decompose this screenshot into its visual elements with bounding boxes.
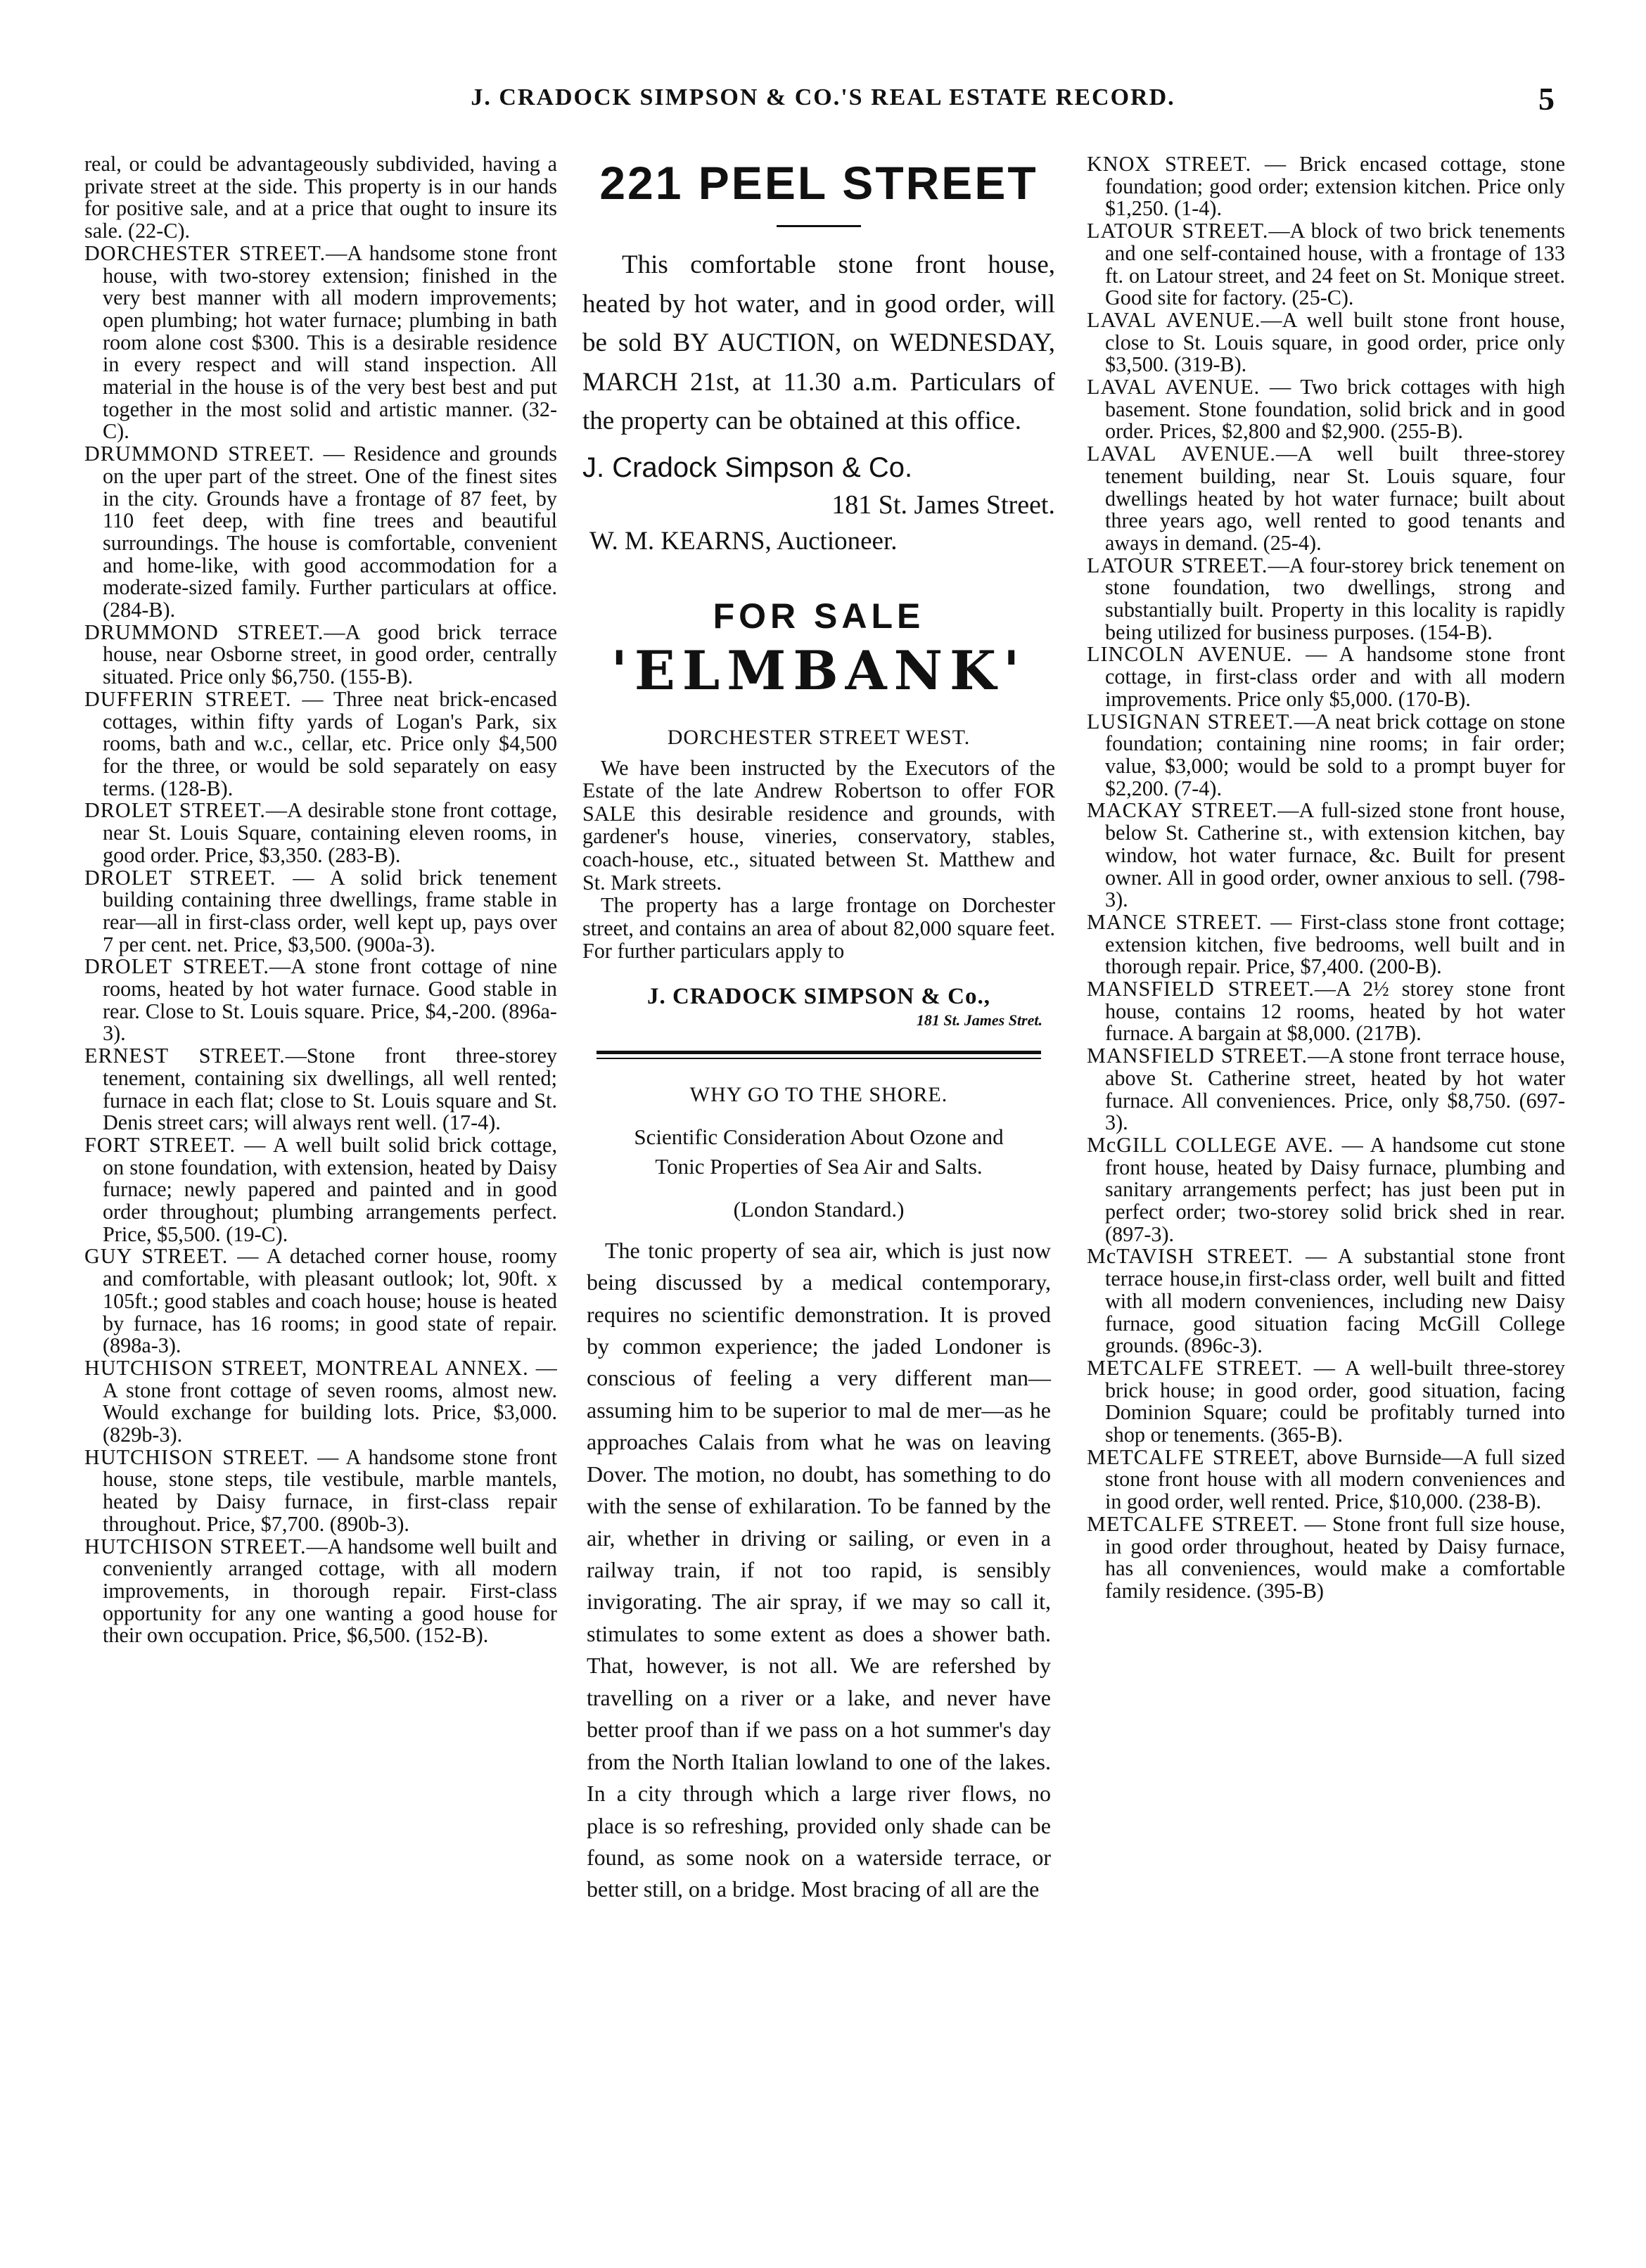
listing-entry — [84, 153, 557, 243]
listing-entry — [84, 1536, 557, 1648]
listing-entry — [1087, 978, 1565, 1045]
listing-text: —A full-sized stone front house, below St. Catherine st., with extension kitchen, bay window, hot water furnace, &c. Built for present owner. All in good order, owner anxious to sell. (798-3). — [1105, 798, 1565, 912]
listing-street: DROLET STREET. — [84, 954, 269, 979]
running-head — [0, 81, 1646, 127]
listing-street: DORCHESTER STREET. — [84, 241, 326, 265]
listing-street: HUTCHISON STREET. — [84, 1444, 310, 1469]
listing-street: GUY STREET. — [84, 1244, 229, 1269]
sale-body-1: We have been instructed by the Executors of the Estate of the late Andrew Robertson to offer FOR SALE this desirable residence and grounds, with gardener's house, vineries, conservatory, stables, coach-house, etc., situated between St. Matthew and St. Mark streets. — [582, 755, 1055, 895]
listing-street: McTAVISH STREET. — [1087, 1244, 1294, 1269]
listing-entry — [1087, 555, 1565, 644]
listing-street: HUTCHISON STREET, MONTREAL ANNEX. — [84, 1355, 529, 1380]
listing-text: — Stone front full size house, in good order throughout, heated by Daisy furnace, has all conveniences, would make a comfortable family residence. (395-B) — [1105, 1511, 1565, 1603]
listing-entry — [84, 1357, 557, 1447]
listing-street: DRUMMOND STREET. — [84, 442, 315, 466]
article-body: The tonic property of sea air, which is just now being discussed by a medical contemporary, requires no scientific demonstration. It is proved by common experience; the jaded Londoner is conscious of feeling a very different man—assuming him to be superior to mal de mer—as he approaches Calais from what he was on leaving Dover. The motion, no doubt, has something to do with the sense of exhilaration. To be fanned by the air, whether in driving or sailing, or even in a railway train, if not too rapid, is sensibly invigorating. The air spray, if we may so call it, stimulates to some extent as does a shower bath. That, however, is not all. We are refershed by travelling on a river or a lake, and never have better proof than if we pass on a hot summer's day from the North Italian lowland to one of the lakes. In a city through which a large river flows, no place is so refreshing, provided only shade can be found, as some nook on a waterside terrace, or better still, on a bridge. Most bracing of all are the — [587, 1237, 1051, 1902]
listing-entry — [1087, 1134, 1565, 1246]
listing-text: — Brick encased cottage, stone foundation; good order; extension kitchen. Price only $1,250. (1-4). — [1105, 153, 1565, 221]
listing-text: — A handsome stone front cottage, in first-class order and with all modern improvements. Price only $5,000. (170-B). — [1105, 642, 1565, 711]
running-title: J. CRADOCK SIMPSON & CO.'S REAL ESTATE RECORD. — [471, 84, 1175, 110]
listing-text: —A handsome stone front house, with two-storey extension; finished in the very best manner with all modern improvements; open plumbing; hot water furnace; plumbing in bath room alone cost $300. This is a desirable residence in every respect and will stand inspection. All material in the house is of the very best best and put together in the most solid and artistic manner. (32-C). — [103, 241, 557, 444]
listing-street: METCALFE STREET. — [1087, 1355, 1303, 1380]
listing-entry — [84, 1134, 557, 1246]
for-sale-heading: FOR SALE — [713, 596, 925, 636]
listing-entry — [84, 1444, 557, 1536]
listing-street: LAVAL AVENUE. — [1087, 375, 1261, 399]
listing-text: — A substantial stone front terrace house,in first-class order, well built and fitted with all modern conveniences, including new Daisy furnace, good situation facing McGill College grounds. (896c-3). — [1105, 1244, 1565, 1358]
listing-entry — [84, 1245, 557, 1357]
listing-entry — [84, 1045, 557, 1134]
property-location: DORCHESTER STREET WEST. — [667, 725, 971, 749]
sale-ad — [582, 596, 1055, 1030]
listing-text: —A desirable stone front cottage, near St. Louis Square, containing eleven rooms, in good order. Price, $3,350. (283-B). — [103, 798, 557, 867]
article — [582, 1083, 1055, 1906]
listing-text: real, or could be advantageously subdivided, having a private street at the side. This property is in our hands for positive sale, and at a price that ought to insure its sale. (22-C). — [84, 153, 557, 243]
listing-text: —Stone front three-storey tenement, containing six dwellings, all well rented; furnace in each flat; close to St. Louis square and St. Denis street cars; will always rent well. (17-4). — [103, 1044, 557, 1135]
auction-ad — [582, 156, 1055, 556]
listing-text: — A well-built three-storey brick house; in good order, good situation, facing Dominion Square; could be profitably turned into shop or tenements. (365-B). — [1105, 1355, 1565, 1447]
listing-entry — [84, 956, 557, 1045]
listing-text: —A 2½ storey stone front house, contains 12 rooms, heated by hot water furnace. A bargain at $8,000. (217B). — [1105, 977, 1565, 1046]
listing-text: —A four-storey brick tenement on stone foundation, two dwellings, strong and substantially built. Property in this locality is rapidly being utilized for business purposes. (154-B). — [1105, 553, 1565, 644]
sale-body-2: The property has a large frontage on Dorchester street, and contains an area of about 82,000 square feet. For further particulars apply to — [582, 893, 1055, 963]
listing-entry — [84, 867, 557, 956]
listing-street: KNOX STREET. — [1087, 153, 1252, 176]
listing-entry — [1087, 309, 1565, 376]
listing-text: — Residence and grounds on the uper part of the street. One of the finest sites in the city. Grounds have a frontage of 87 feet, by 110 feet deep, with fine trees and beautiful surroundings. The house is comfortable, convenient and home-like, with good accommodation for a moderate-sized family. Further particulars at office. (284-B). — [103, 442, 557, 622]
listing-text: —A stone front terrace house, above St. Catherine street, heated by hot water furnace. All conveniences. Price, only $8,750. (697-3). — [1105, 1044, 1565, 1135]
listing-text: — A solid brick tenement building containing three dwellings, frame stable in rear—all in first-class order, well kept up, pays over 7 per cent. net. Price, $3,500. (900a-3). — [103, 865, 557, 956]
article-source: (London Standard.) — [733, 1196, 905, 1222]
listing-text: —A neat brick cottage on stone foundation; containing nine rooms; in fair order; value, $3,000; would be sold to a prompt buyer for $2,200. (7-4). — [1105, 709, 1565, 800]
listing-entry — [84, 800, 557, 866]
listing-street: LINCOLN AVENUE. — [1087, 642, 1293, 667]
listing-text: — Two brick cottages with high basement. Stone foundation, solid brick and in good order. Prices, $2,800 and $2,900. (255-B). — [1105, 375, 1565, 444]
listing-street: METCALFE STREET, — [1087, 1444, 1299, 1469]
listing-street: LAVAL AVENUE. — [1087, 442, 1276, 466]
listing-text: —A well built three-storey tenement building, near St. Louis square, four dwellings heated by hot water furnace; built about three years ago, well rented to good tenants and aways in demand. (25-4). — [1105, 442, 1565, 555]
listing-street: FORT STREET. — [84, 1132, 236, 1157]
listing-text: —A block of two brick tenements and one self-contained house, with a frontage of 133 ft. on Latour street, and 24 feet on St. Monique street. Good site for factory. (25-C). — [1105, 219, 1565, 310]
listing-street: LATOUR STREET. — [1087, 553, 1268, 577]
article-title: WHY GO TO THE SHORE. — [689, 1082, 948, 1106]
listing-street: MANCE STREET. — [1087, 909, 1263, 934]
listing-street: MANSFIELD STREET. — [1087, 1044, 1308, 1068]
listing-entry — [1087, 443, 1565, 555]
listing-street: METCALFE STREET. — [1087, 1511, 1299, 1536]
right-column — [1087, 153, 1565, 2235]
page-number: 5 — [1538, 81, 1555, 117]
listing-street: MANSFIELD STREET. — [1087, 977, 1315, 1001]
listing-entry — [1087, 220, 1565, 309]
listing-entry — [84, 622, 557, 688]
listing-street: DUFFERIN STREET. — [84, 686, 292, 711]
middle-column — [582, 153, 1055, 2235]
listing-text: — Three neat brick-encased cottages, within fifty yards of Logan's Park, six rooms, bath and w.c., cellar, etc. Price only $4,500 for the three, or would be sold separately on easy terms. (128-B). — [103, 686, 557, 800]
listing-street: DRUMMOND STREET. — [84, 620, 324, 644]
listing-street: MACKAY STREET. — [1087, 798, 1278, 823]
listing-entry — [1087, 643, 1565, 710]
listing-text: —A stone front cottage of nine rooms, heated by hot water furnace. Good stable in rear. Close to St. Louis square. Price, $4,-200. (896a-3). — [103, 954, 557, 1046]
listing-text: — A well built solid brick cottage, on stone foundation, with extension, heated by Daisy furnace; newly papered and painted and in good order throughout; plumbing arrangements perfect. Price, $5,500. (19-C). — [103, 1132, 557, 1246]
sale-firm: J. CRADOCK SIMPSON & Co., — [647, 983, 990, 1009]
auction-address: 181 St. James Street. — [831, 489, 1055, 520]
listing-entry — [1087, 1045, 1565, 1134]
listing-entry — [1087, 1357, 1565, 1447]
listing-entry — [1087, 153, 1565, 220]
listing-text: —A good brick terrace house, near Osborne street, in good order, centrally situated. Price only $6,750. (155-B). — [103, 620, 557, 689]
listing-street: HUTCHISON STREET. — [84, 1534, 307, 1558]
listing-entry — [1087, 800, 1565, 911]
listing-entry — [1087, 1513, 1565, 1603]
listing-text: —A well built stone front house, close to St. Louis square, in good order, price only $3,500. (319-B). — [1105, 307, 1565, 377]
article-deck: Scientific Consideration About Ozone and Tonic Properties of Sea Air and Salts. — [634, 1124, 1004, 1179]
listing-entry — [1087, 1245, 1565, 1357]
auction-body: This comfortable stone front house, heated by hot water, and in good order, will be sold BY AUCTION, on WEDNESDAY, MARCH 21st, at 11.30 a.m. Particulars of the property can be obtained at this office. — [582, 250, 1055, 435]
listing-street: LATOUR STREET. — [1087, 219, 1269, 243]
listing-entry — [1087, 1444, 1565, 1514]
listing-text: — A handsome stone front house, stone steps, tile vestibule, marble mantels, heated by Daisy furnace, in first-class repair throughout. Price, $7,700. (890b-3). — [103, 1444, 557, 1536]
listing-entry — [1087, 376, 1565, 443]
listing-entry — [1087, 911, 1565, 978]
listing-entry — [84, 443, 557, 622]
sale-address: 181 St. James Stret. — [916, 1011, 1042, 1029]
auctioneer: W. M. KEARNS, Auctioneer. — [589, 526, 898, 556]
listing-entry — [84, 688, 557, 800]
property-name: 'ELMBANK' — [611, 639, 1027, 702]
listing-text: —A handsome well built and conveniently arranged cottage, with all modern improvements, in thorough repair. First-class opportunity for any one wanting a good house for their own occupation. Price, $6,500. (152-B). — [103, 1534, 557, 1648]
listing-entry — [1087, 711, 1565, 800]
listing-street: LUSIGNAN STREET. — [1087, 709, 1294, 733]
listing-entry — [84, 243, 557, 443]
listing-text: above Burnside—A full sized stone front house with all modern conveniences and in good order, well rented. Price, $10,000. (238-B). — [1105, 1444, 1565, 1514]
listing-street: McGILL COLLEGE AVE. — [1087, 1132, 1334, 1157]
listing-street: DROLET STREET. — [84, 865, 276, 890]
listing-text: — A detached corner house, roomy and comfortable, with pleasant outlook; lot, 90ft. x 105ft.; good stables and coach house; house is heated by furnace, has 16 rooms; in good state of repair. (898a-3). — [103, 1244, 557, 1358]
listing-text: — A handsome cut stone front house, heated by Daisy furnace, plumbing and sanitary arrangements perfect; has just been put in perfect order; two-storey solid brick shed in rear. (897-3). — [1105, 1132, 1565, 1246]
listing-street: ERNEST STREET. — [84, 1044, 286, 1068]
listing-street: LAVAL AVENUE. — [1087, 307, 1261, 332]
left-column — [84, 153, 557, 2235]
listing-text: — A stone front cottage of seven rooms, almost new. Would exchange for building lots. Price, $3,000. (829b-3). — [103, 1355, 557, 1447]
listing-text: — First-class stone front cottage; extension kitchen, five bedrooms, well built and in thorough repair. Price, $7,400. (200-B). — [1105, 909, 1565, 979]
double-rule — [596, 1051, 1041, 1059]
auction-firm: J. Cradock Simpson & Co. — [582, 451, 913, 483]
auction-heading: 221 PEEL STREET — [599, 157, 1038, 209]
short-rule — [777, 225, 861, 227]
listing-street: DROLET STREET. — [84, 798, 266, 823]
